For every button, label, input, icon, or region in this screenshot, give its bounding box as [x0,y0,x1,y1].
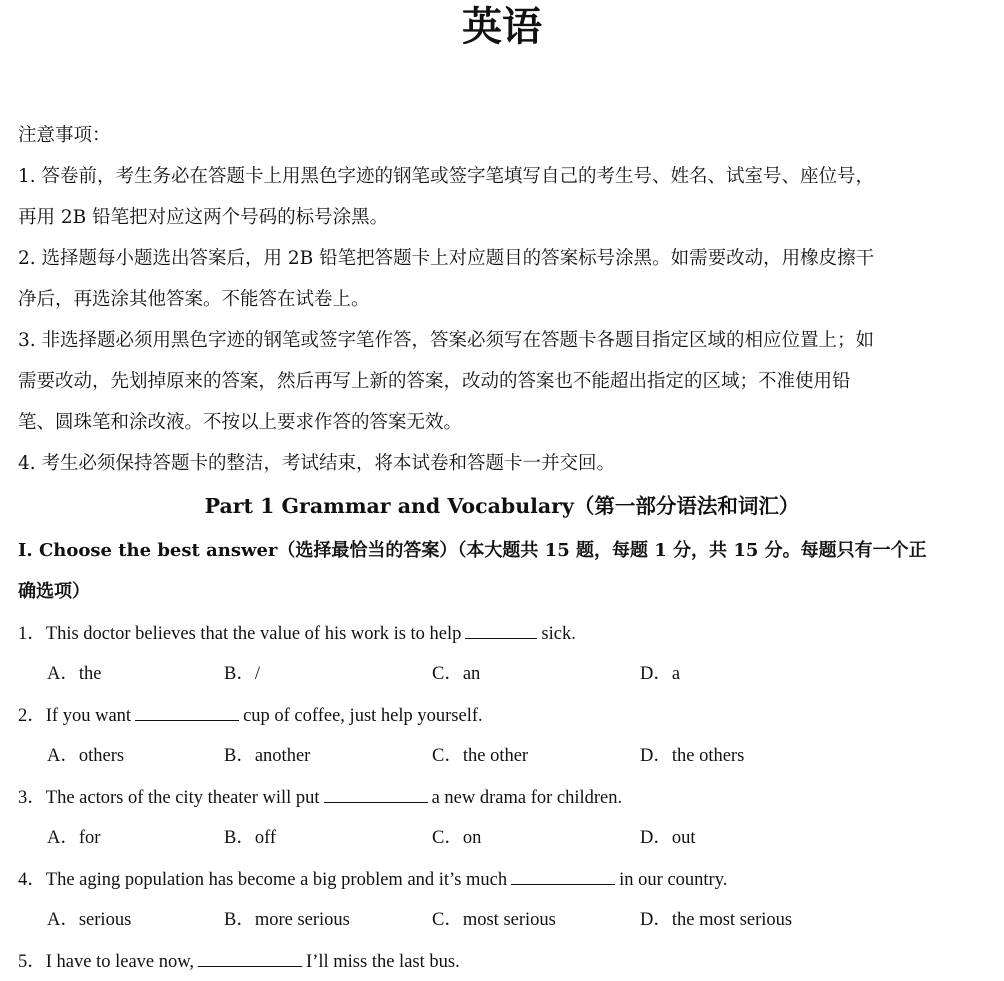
notice-line: 笔、圆珠笔和涂改液。不按以上要求作答的答案无效。 [18,412,463,433]
answer-blank [465,620,537,639]
question-1 [18,620,576,647]
question-text: sick. [541,624,576,644]
question-text: I have to leave now, [45,952,195,972]
question-number: 2． [18,706,46,726]
notice-heading: 注意事项： [18,125,111,146]
option-c: C．most serious [432,910,556,930]
question-number: 1． [18,624,46,644]
question-number: 3． [18,788,46,808]
question-number: 5． [18,952,46,972]
option-d: D．a [640,664,681,684]
option-b: B．another [224,746,311,766]
page-title: 英语 [462,4,542,50]
notice-line: 2. 选择题每小题选出答案后，用 2B 铅笔把答题卡上对应题目的答案标号涂黑。如需要改动，用橡皮擦干 [18,248,875,269]
question-number: 4． [18,870,46,890]
option-d: D．the others [640,746,745,766]
question-3 [18,784,622,811]
question-text: I’ll miss the last bus. [306,952,460,972]
notice-line: 净后，再选涂其他答案。不能答在试卷上。 [18,289,370,310]
option-a: A．serious [47,910,132,930]
option-a: A．for [47,828,101,848]
question-text: a new drama for children. [431,788,623,808]
answer-blank [135,702,239,721]
question-text: cup of coffee, just help yourself. [243,706,483,726]
question-2 [18,702,483,729]
question-text: If you want [45,706,132,726]
question-5 [18,948,460,975]
question-text: The aging population has become a big problem and it’s much [45,870,508,890]
notice-line: 3. 非选择题必须用黑色字迹的钢笔或签字笔作答，答案必须写在答题卡各题目指定区域的相应位置上；如 [18,330,875,351]
question-4 [18,866,727,893]
answer-blank [511,866,615,885]
option-a: A．others [47,746,125,766]
question-text: This doctor believes that the value of his work is to help [45,624,462,644]
option-b: B．off [224,828,277,848]
question-text: The actors of the city theater will put [45,788,320,808]
option-b: B．/ [224,664,260,684]
option-c: C．the other [432,746,529,766]
notice-line: 4. 考生必须保持答题卡的整洁，考试结束，将本试卷和答题卡一并交回。 [18,453,616,474]
option-b: B．more serious [224,910,350,930]
notice-line: 1. 答卷前，考生务必在答题卡上用黑色字迹的钢笔或签字笔填写自己的考生号、姓名、试室号、座位号， [18,166,875,187]
option-a: A．the [47,664,102,684]
option-c: C．an [432,664,481,684]
option-c: C．on [432,828,482,848]
notice-line: 再用 2B 铅笔把对应这两个号码的标号涂黑。 [18,207,389,228]
section-heading-cont: 确选项） [18,581,90,602]
option-d: D．the most serious [640,910,793,930]
option-d: D．out [640,828,696,848]
answer-blank [198,948,302,967]
part-title: Part 1 Grammar and Vocabulary（第一部分语法和词汇） [204,494,800,518]
question-text: in our country. [619,870,728,890]
section-heading: I. Choose the best answer（选择最恰当的答案）（本大题共 15 题，每题 1 分，共 15 分。每题只有一个正 [18,540,927,561]
answer-blank [324,784,428,803]
notice-line: 需要改动，先划掉原来的答案，然后再写上新的答案，改动的答案也不能超出指定的区域；不准使用铅 [18,371,851,392]
